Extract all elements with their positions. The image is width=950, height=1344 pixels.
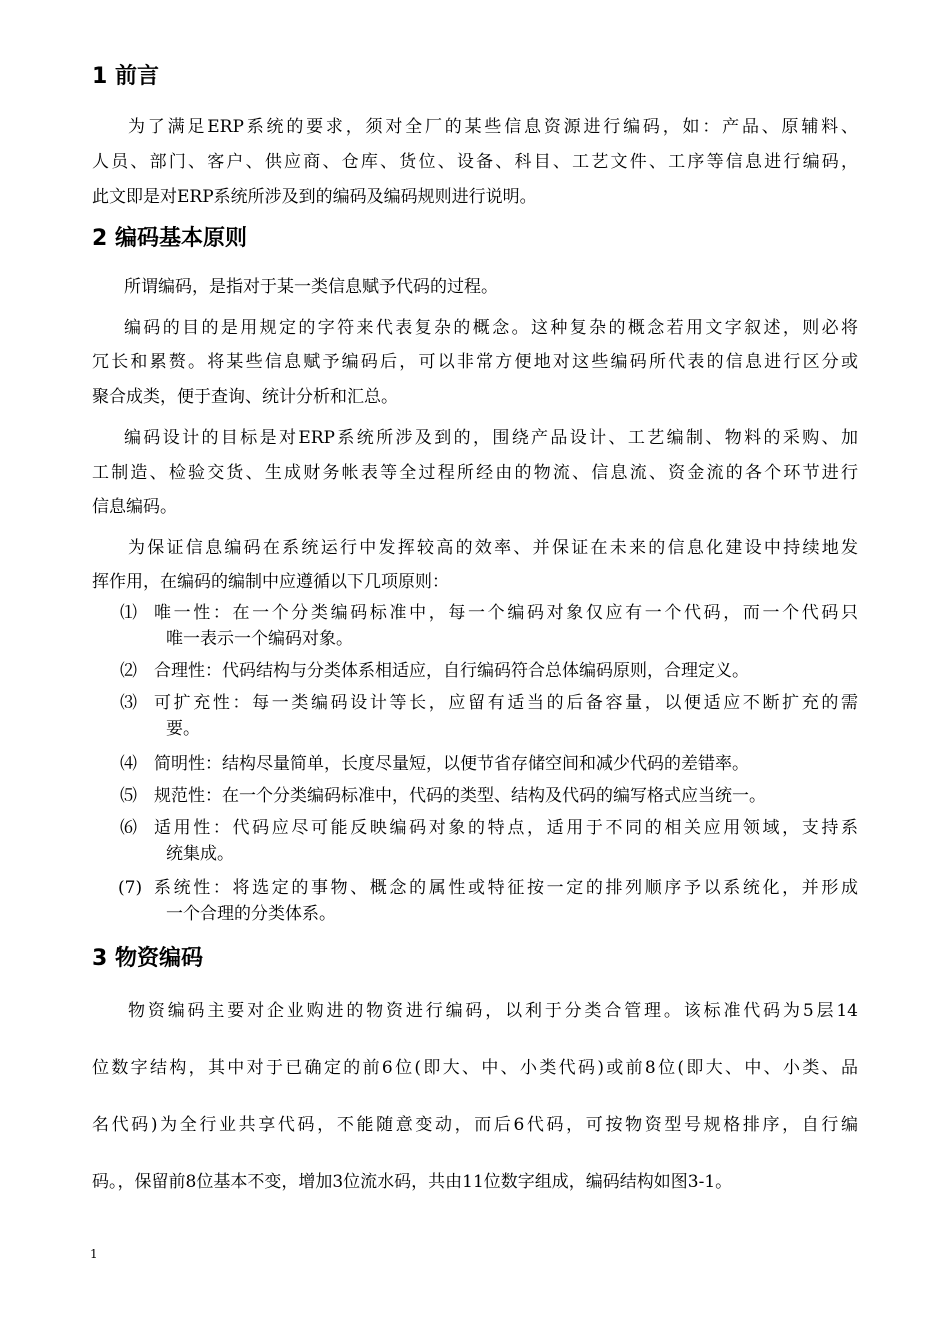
section-3-line-3: 名代码)为全行业共享代码，不能随意变动，而后6代码，可按物资型号规格排序，自行编 xyxy=(92,1115,858,1135)
principle-3-number: ⑶ xyxy=(120,693,137,713)
page-number: 1 xyxy=(90,1247,98,1261)
principle-2-line-1: 合理性：代码结构与分类体系相适应，自行编码符合总体编码原则，合理定义。 xyxy=(154,661,749,681)
section-1-heading: 1 前言 xyxy=(92,64,159,89)
principle-1-line-2: 唯一表示一个编码对象。 xyxy=(166,629,353,649)
principle-3-line-1: 可扩充性：每一类编码设计等长，应留有适当的后备容量，以便适应不断扩充的需 xyxy=(154,693,858,713)
principle-7-line-2: 一个合理的分类体系。 xyxy=(166,904,336,924)
principle-4-line-1: 简明性：结构尽量简单，长度尽量短，以便节省存储空间和减少代码的差错率。 xyxy=(154,754,749,774)
principle-7-number: (7) xyxy=(118,878,143,898)
section-1-line-3: 此文即是对ERP系统所涉及到的编码及编码规则进行说明。 xyxy=(92,187,537,207)
principle-7-line-1: 系统性：将选定的事物、概念的属性或特征按一定的排列顺序予以系统化，并形成 xyxy=(154,878,858,898)
section-2-p4-line-1: 为保证信息编码在系统运行中发挥较高的效率、并保证在未来的信息化建设中持续地发 xyxy=(128,538,858,558)
principle-2-number: ⑵ xyxy=(120,661,137,681)
section-2-p3-line-2: 工制造、检验交货、生成财务帐表等全过程所经由的物流、信息流、资金流的各个环节进行 xyxy=(92,463,858,483)
section-2-p4-line-2: 挥作用，在编码的编制中应遵循以下几项原则： xyxy=(92,572,449,592)
principle-3-line-2: 要。 xyxy=(166,719,200,739)
section-2-p2-line-3: 聚合成类，便于查询、统计分析和汇总。 xyxy=(92,387,398,407)
principle-4-number: ⑷ xyxy=(120,754,137,774)
section-3-heading: 3 物资编码 xyxy=(92,946,203,971)
section-3-line-4: 码。，保留前8位基本不变，增加3位流水码，共由11位数字组成，编码结构如图3-1。 xyxy=(92,1172,733,1192)
section-2-p2-line-2: 冗长和累赘。将某些信息赋予编码后，可以非常方便地对这些编码所代表的信息进行区分或 xyxy=(92,352,858,372)
section-1-line-1: 为了满足ERP系统的要求，须对全厂的某些信息资源进行编码，如：产品、原辅料、 xyxy=(128,117,858,137)
principle-1-line-1: 唯一性：在一个分类编码标准中，每一个编码对象仅应有一个代码，而一个代码只 xyxy=(154,603,858,623)
section-3-line-2: 位数字结构，其中对于已确定的前6位(即大、中、小类代码)或前8位(即大、中、小类、品 xyxy=(92,1058,858,1078)
section-2-paragraph-1: 所谓编码，是指对于某一类信息赋予代码的过程。 xyxy=(124,277,498,297)
section-3-line-1: 物资编码主要对企业购进的物资进行编码，以利于分类合管理。该标准代码为5层14 xyxy=(128,1001,858,1021)
principle-5-line-1: 规范性：在一个分类编码标准中，代码的类型、结构及代码的编写格式应当统一。 xyxy=(154,786,766,806)
principle-1-number: ⑴ xyxy=(120,603,137,623)
section-2-p2-line-1: 编码的目的是用规定的字符来代表复杂的概念。这种复杂的概念若用文字叙述，则必将 xyxy=(124,318,858,338)
principle-6-number: ⑹ xyxy=(120,818,137,838)
section-2-heading: 2 编码基本原则 xyxy=(92,226,247,251)
section-2-p3-line-1: 编码设计的目标是对ERP系统所涉及到的，围绕产品设计、工艺编制、物料的采购、加 xyxy=(124,428,858,448)
section-1-line-2: 人员、部门、客户、供应商、仓库、货位、设备、科目、工艺文件、工序等信息进行编码， xyxy=(92,152,858,172)
principle-6-line-2: 统集成。 xyxy=(166,844,234,864)
principle-5-number: ⑸ xyxy=(120,786,137,806)
principle-6-line-1: 适用性：代码应尽可能反映编码对象的特点，适用于不同的相关应用领域，支持系 xyxy=(154,818,858,838)
section-2-p3-line-3: 信息编码。 xyxy=(92,497,177,517)
